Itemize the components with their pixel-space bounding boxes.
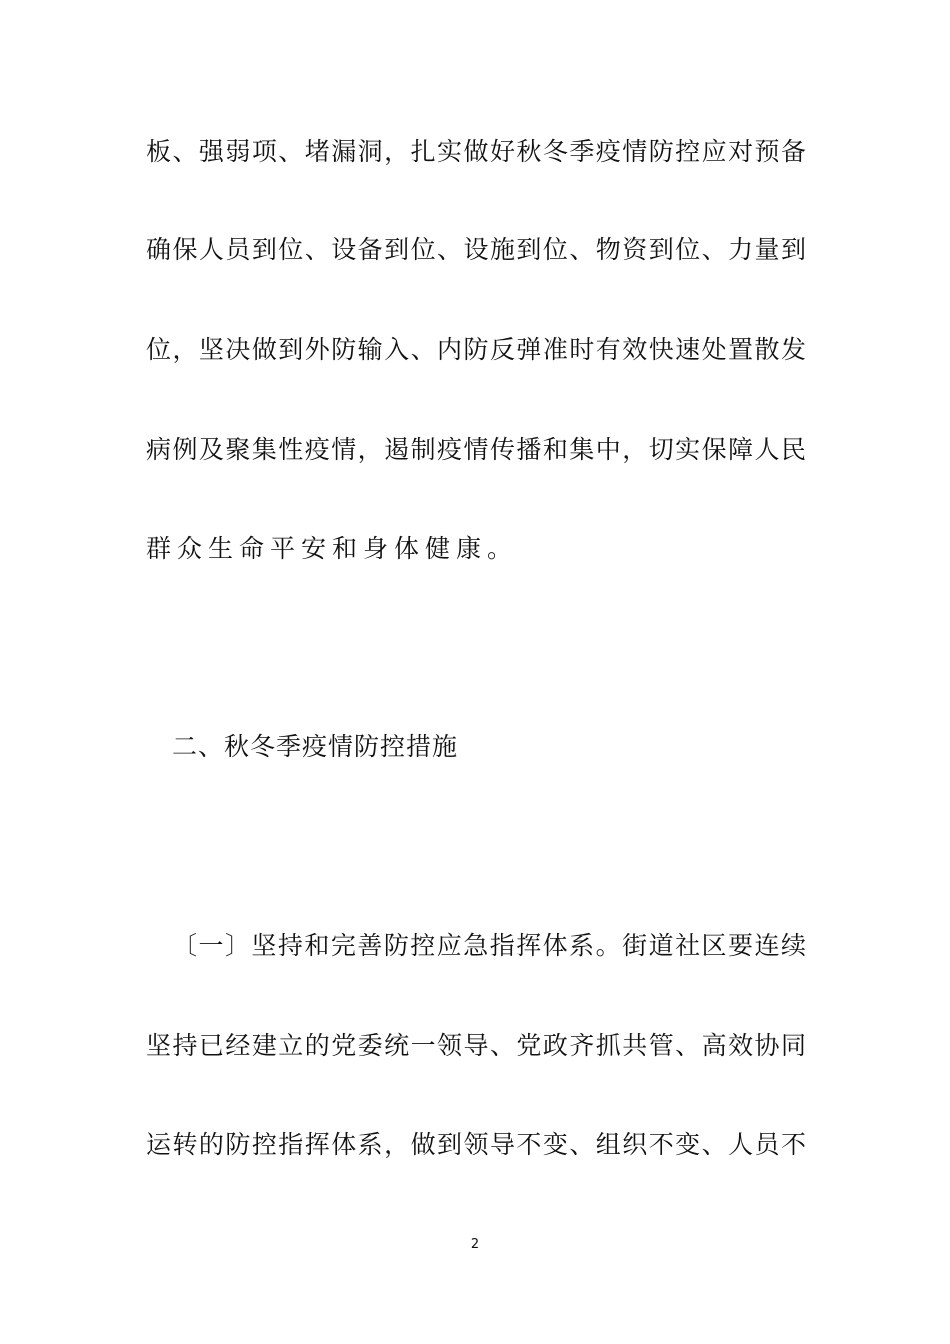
paragraph-1-line-2: 确保人员到位、设备到位、设施到位、物资到位、力量到	[146, 235, 806, 264]
paragraph-1-line-5: 群众生命平安和身体健康。	[146, 534, 519, 563]
page-number: 2	[470, 1237, 480, 1252]
paragraph-2-line-1: 〔一〕坚持和完善防控应急指挥体系。街道社区要连续	[172, 931, 806, 960]
paragraph-1-line-1: 板、强弱项、堵漏洞，扎实做好秋冬季疫情防控应对预备	[146, 137, 806, 166]
section-heading: 二、秋冬季疫情防控措施	[172, 732, 459, 761]
paragraph-1-line-3: 位，坚决做到外防输入、内防反弹准时有效快速处置散发	[146, 335, 806, 364]
paragraph-1-line-4: 病例及聚集性疫情，遏制疫情传播和集中，切实保障人民	[146, 435, 806, 464]
paragraph-2-line-3: 运转的防控指挥体系，做到领导不变、组织不变、人员不	[146, 1130, 806, 1159]
paragraph-2-line-2: 坚持已经建立的党委统一领导、党政齐抓共管、高效协同	[146, 1031, 806, 1060]
